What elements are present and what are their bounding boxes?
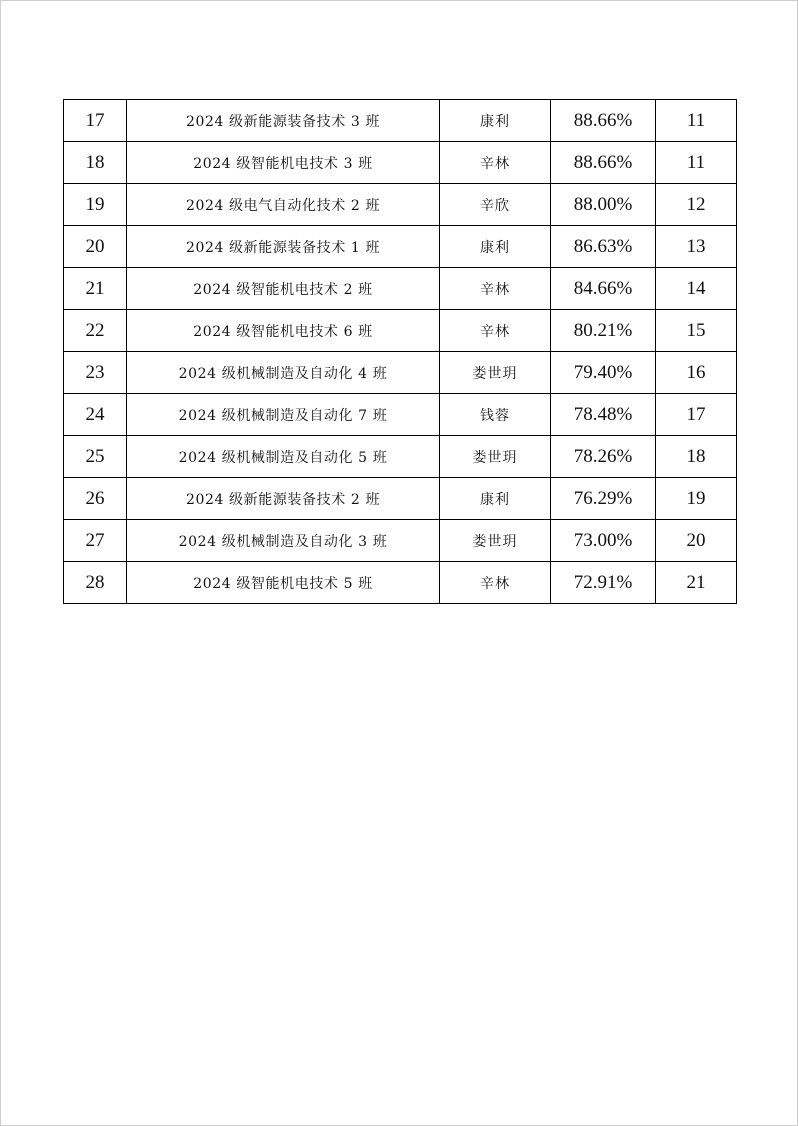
rank-cell: 15 <box>656 310 737 352</box>
rank-cell: 16 <box>656 352 737 394</box>
rank-cell: 14 <box>656 268 737 310</box>
rank-cell: 13 <box>656 226 737 268</box>
rate-cell: 84.66% <box>551 268 656 310</box>
rank-cell: 11 <box>656 100 737 142</box>
table-row <box>64 562 737 604</box>
rate-cell: 73.00% <box>551 520 656 562</box>
teacher-cell: 娄世玥 <box>440 352 551 394</box>
rate-cell: 88.66% <box>551 100 656 142</box>
row-number-cell: 17 <box>64 100 127 142</box>
teacher-cell: 娄世玥 <box>440 520 551 562</box>
rate-cell: 76.29% <box>551 478 656 520</box>
table-row <box>64 226 737 268</box>
class-name-cell: 2024 级机械制造及自动化 3 班 <box>127 520 440 562</box>
row-number-cell: 23 <box>64 352 127 394</box>
class-name-cell: 2024 级智能机电技术 6 班 <box>127 310 440 352</box>
class-name-cell: 2024 级新能源装备技术 2 班 <box>127 478 440 520</box>
rate-cell: 88.66% <box>551 142 656 184</box>
rank-cell: 17 <box>656 394 737 436</box>
rate-cell: 80.21% <box>551 310 656 352</box>
rate-cell: 88.00% <box>551 184 656 226</box>
class-name-cell: 2024 级新能源装备技术 3 班 <box>127 100 440 142</box>
row-number-cell: 24 <box>64 394 127 436</box>
rank-cell: 19 <box>656 478 737 520</box>
row-number-cell: 20 <box>64 226 127 268</box>
class-name-cell: 2024 级智能机电技术 3 班 <box>127 142 440 184</box>
rate-cell: 78.48% <box>551 394 656 436</box>
table-row <box>64 142 737 184</box>
row-number-cell: 25 <box>64 436 127 478</box>
rate-cell: 78.26% <box>551 436 656 478</box>
teacher-cell: 康利 <box>440 226 551 268</box>
ranking-table-body <box>64 100 737 604</box>
class-name-cell: 2024 级机械制造及自动化 7 班 <box>127 394 440 436</box>
rank-cell: 21 <box>656 562 737 604</box>
teacher-cell: 辛林 <box>440 268 551 310</box>
rank-cell: 20 <box>656 520 737 562</box>
table-row <box>64 310 737 352</box>
rate-cell: 72.91% <box>551 562 656 604</box>
table-row <box>64 100 737 142</box>
class-name-cell: 2024 级智能机电技术 2 班 <box>127 268 440 310</box>
class-name-cell: 2024 级机械制造及自动化 5 班 <box>127 436 440 478</box>
class-name-cell: 2024 级电气自动化技术 2 班 <box>127 184 440 226</box>
row-number-cell: 19 <box>64 184 127 226</box>
table-row <box>64 394 737 436</box>
table-row <box>64 478 737 520</box>
teacher-cell: 辛林 <box>440 310 551 352</box>
table-row <box>64 520 737 562</box>
row-number-cell: 28 <box>64 562 127 604</box>
table-row <box>64 268 737 310</box>
row-number-cell: 22 <box>64 310 127 352</box>
teacher-cell: 康利 <box>440 100 551 142</box>
teacher-cell: 娄世玥 <box>440 436 551 478</box>
table-row <box>64 352 737 394</box>
teacher-cell: 辛林 <box>440 562 551 604</box>
row-number-cell: 27 <box>64 520 127 562</box>
teacher-cell: 康利 <box>440 478 551 520</box>
teacher-cell: 钱蓉 <box>440 394 551 436</box>
teacher-cell: 辛林 <box>440 142 551 184</box>
row-number-cell: 18 <box>64 142 127 184</box>
class-name-cell: 2024 级新能源装备技术 1 班 <box>127 226 440 268</box>
row-number-cell: 26 <box>64 478 127 520</box>
rate-cell: 79.40% <box>551 352 656 394</box>
rank-cell: 11 <box>656 142 737 184</box>
teacher-cell: 辛欣 <box>440 184 551 226</box>
rank-cell: 18 <box>656 436 737 478</box>
rank-cell: 12 <box>656 184 737 226</box>
table-row <box>64 184 737 226</box>
table-row <box>64 436 737 478</box>
row-number-cell: 21 <box>64 268 127 310</box>
class-name-cell: 2024 级机械制造及自动化 4 班 <box>127 352 440 394</box>
class-name-cell: 2024 级智能机电技术 5 班 <box>127 562 440 604</box>
rate-cell: 86.63% <box>551 226 656 268</box>
ranking-table <box>63 99 737 604</box>
